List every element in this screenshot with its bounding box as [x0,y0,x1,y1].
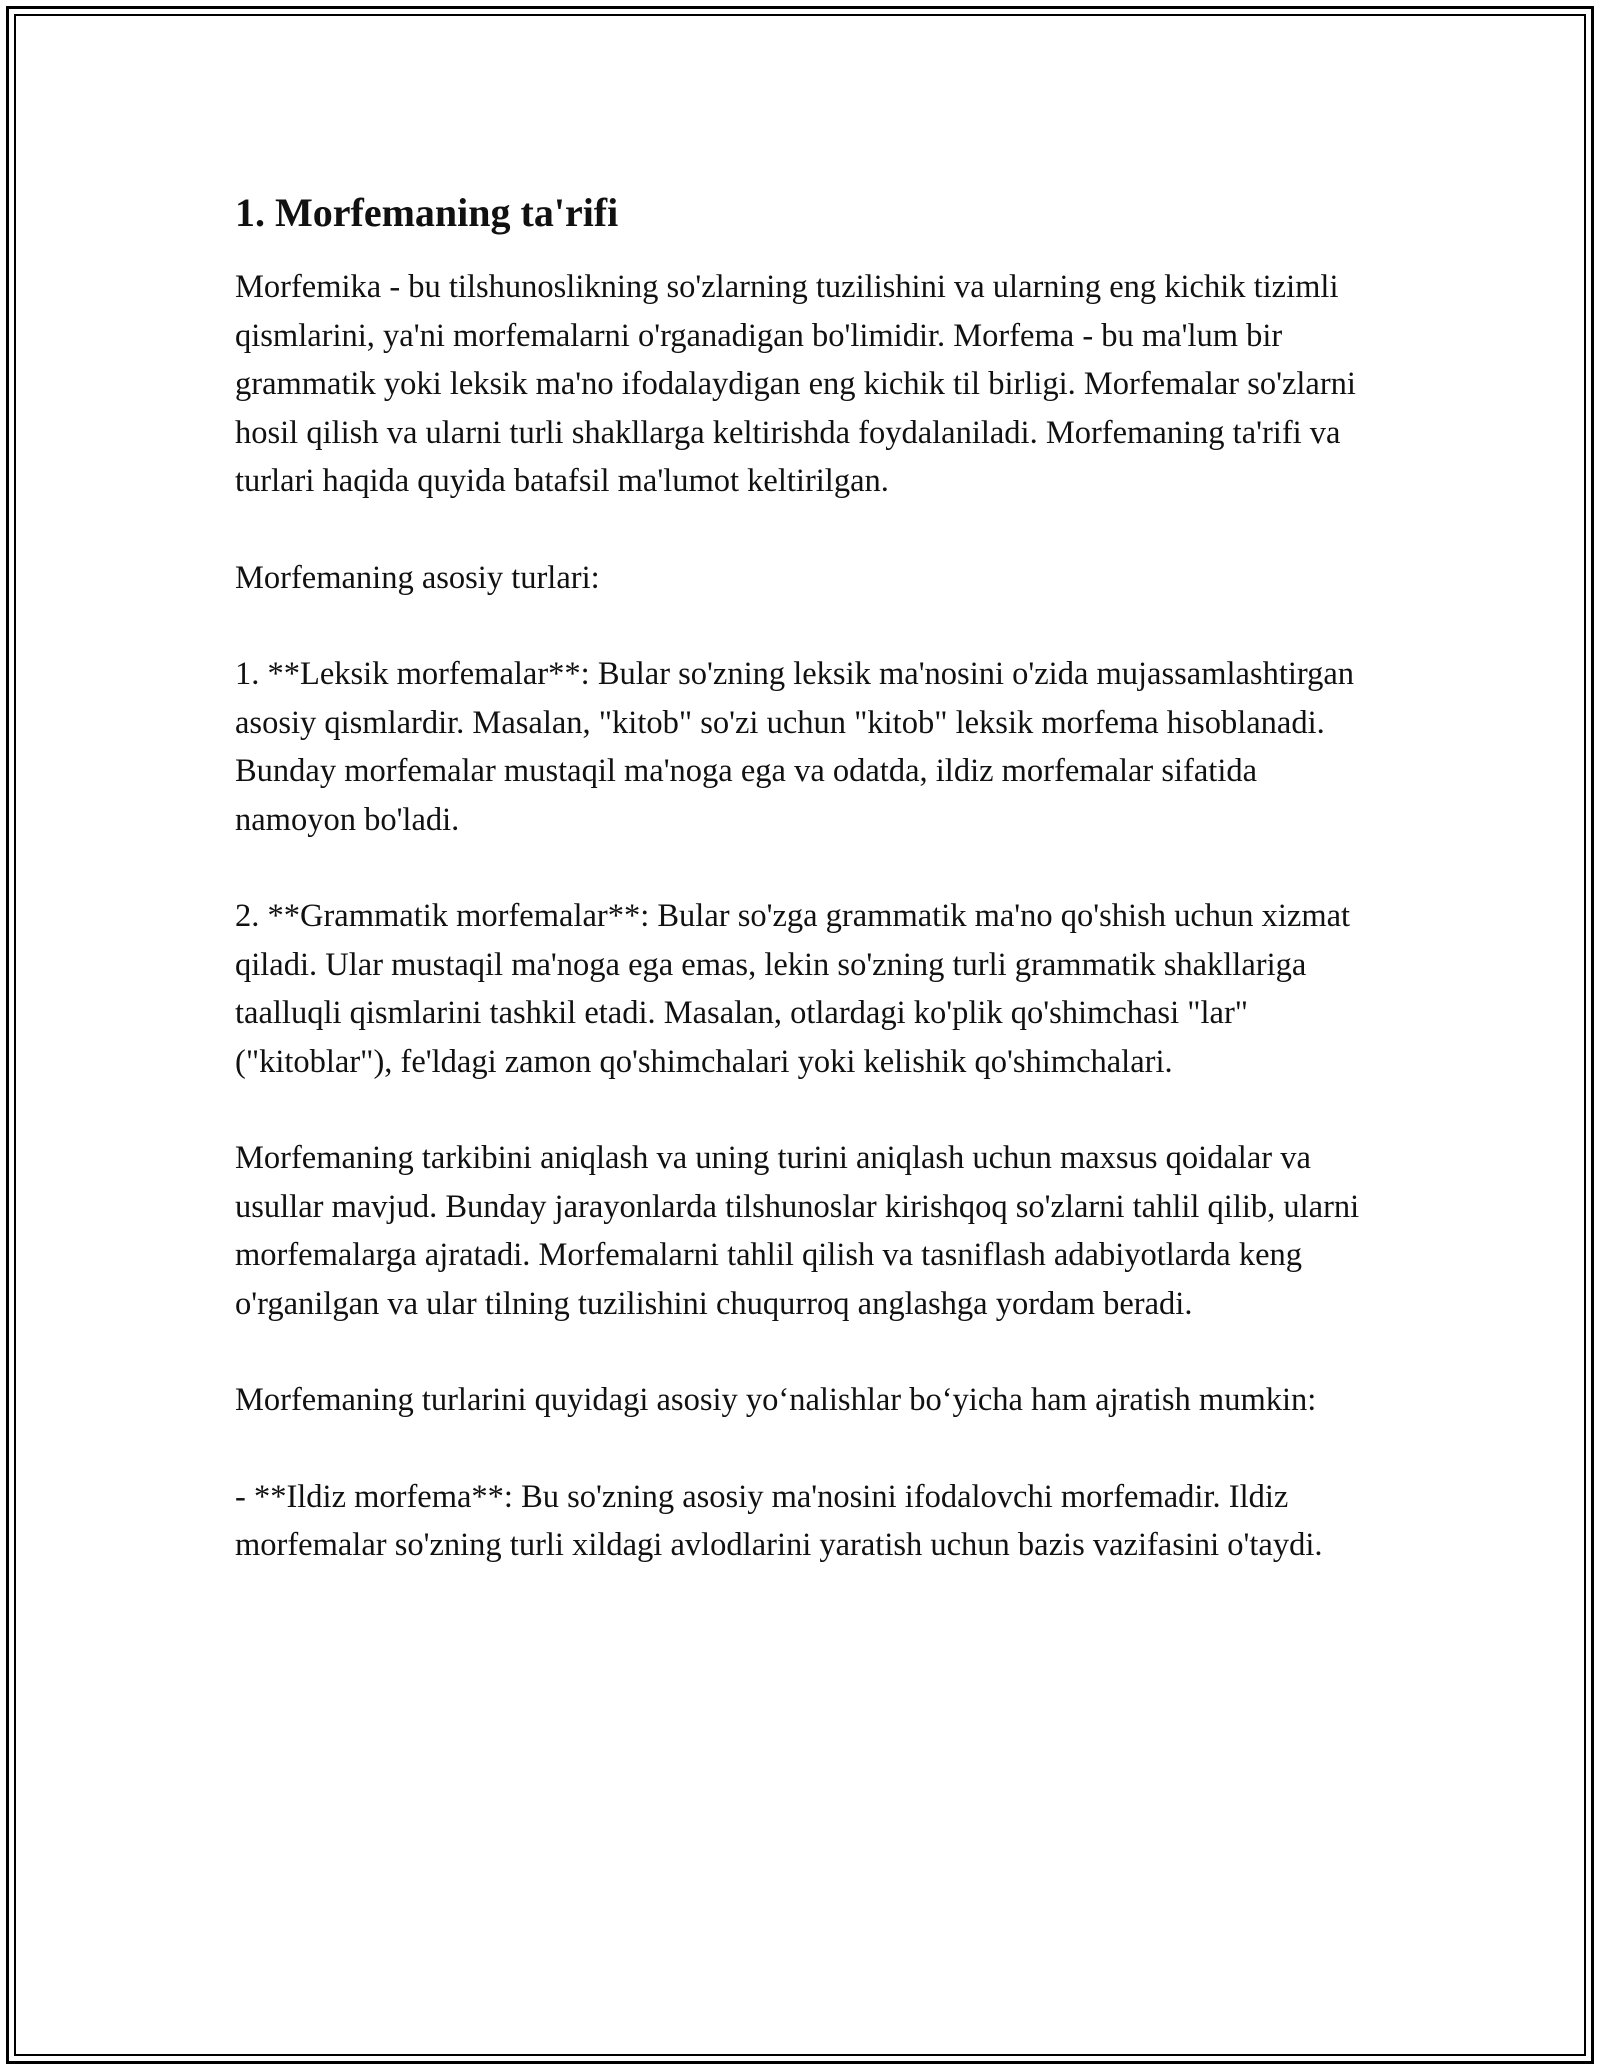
paragraph-analysis: Morfemaning tarkibini aniqlash va uning turini aniqlash uchun maxsus qoidalar va usullar mavjud. Bunday jarayonlarda tilshunoslar kirishqoq so'zlarni tahlil qilib, ularni morfemalarga ajratadi. Morfemalarni tahlil qilish va tasniflash adabiyotlarda keng o'rganilgan va ular tilning tuzilishini chuqurroq anglashga yordam beradi. [235,1140,1360,1322]
paragraph-intro: Morfemika - bu tilshunoslikning so'zlarning tuzilishini va ularning eng kichik tizimli qismlarini, ya'ni morfemalarni o'rganadigan bo'limidir. Morfema - bu ma'lum bir grammatik yoki leksik ma'no ifodalaydigan eng kichik til birligi. Morfemalar so'zlarni hosil qilish va ularni turli shakllarga keltirishda foydalaniladi. Morfemaning ta'rifi va turlari haqida quyida batafsil ma'lumot keltirilgan. [235,269,1356,499]
paragraph-types-lead: Morfemaning asosiy turlari: [235,559,600,596]
paragraph-directions-lead: Morfemaning turlarini quyidagi asosiy yo‘nalishlar bo‘yicha ham ajratish mumkin: [235,1382,1317,1418]
document-body [235,185,1375,1618]
paragraph-grammatical-morphemes: 2. **Grammatik morfemalar**: Bular so'zga grammatik ma'no qo'shish uchun xizmat qiladi. Ular mustaqil ma'noga ega emas, lekin so'zning turli grammatik shakllariga taalluqli qismlarini tashkil etadi. Masalan, otlardagi ko'plik qo'shimchasi "lar" ("kitoblar"), fe'ldagi zamon qo'shimchalari yoki kelishik qo'shimchalari. [235,898,1351,1080]
paragraph-root-morpheme: - **Ildiz morfema**: Bu so'zning asosiy ma'nosini ifodalovchi morfemadir. Ildiz morfemalar so'zning turli xildagi avlodlarini yaratish uchun bazis vazifasini o'taydi. [235,1478,1323,1563]
paragraph-lexical-morphemes: 1. **Leksik morfemalar**: Bular so'zning leksik ma'nosini o'zida mujassamlashtirgan asosiy qismlardir. Masalan, "kitob" so'zi uchun "kitob" leksik morfema hisoblanadi. Bunday morfemalar mustaqil ma'noga ega va odatda, ildiz morfemalar sifatida namoyon bo'ladi. [235,656,1355,838]
section-heading: 1. Morfemaning ta'rifi [235,190,619,235]
